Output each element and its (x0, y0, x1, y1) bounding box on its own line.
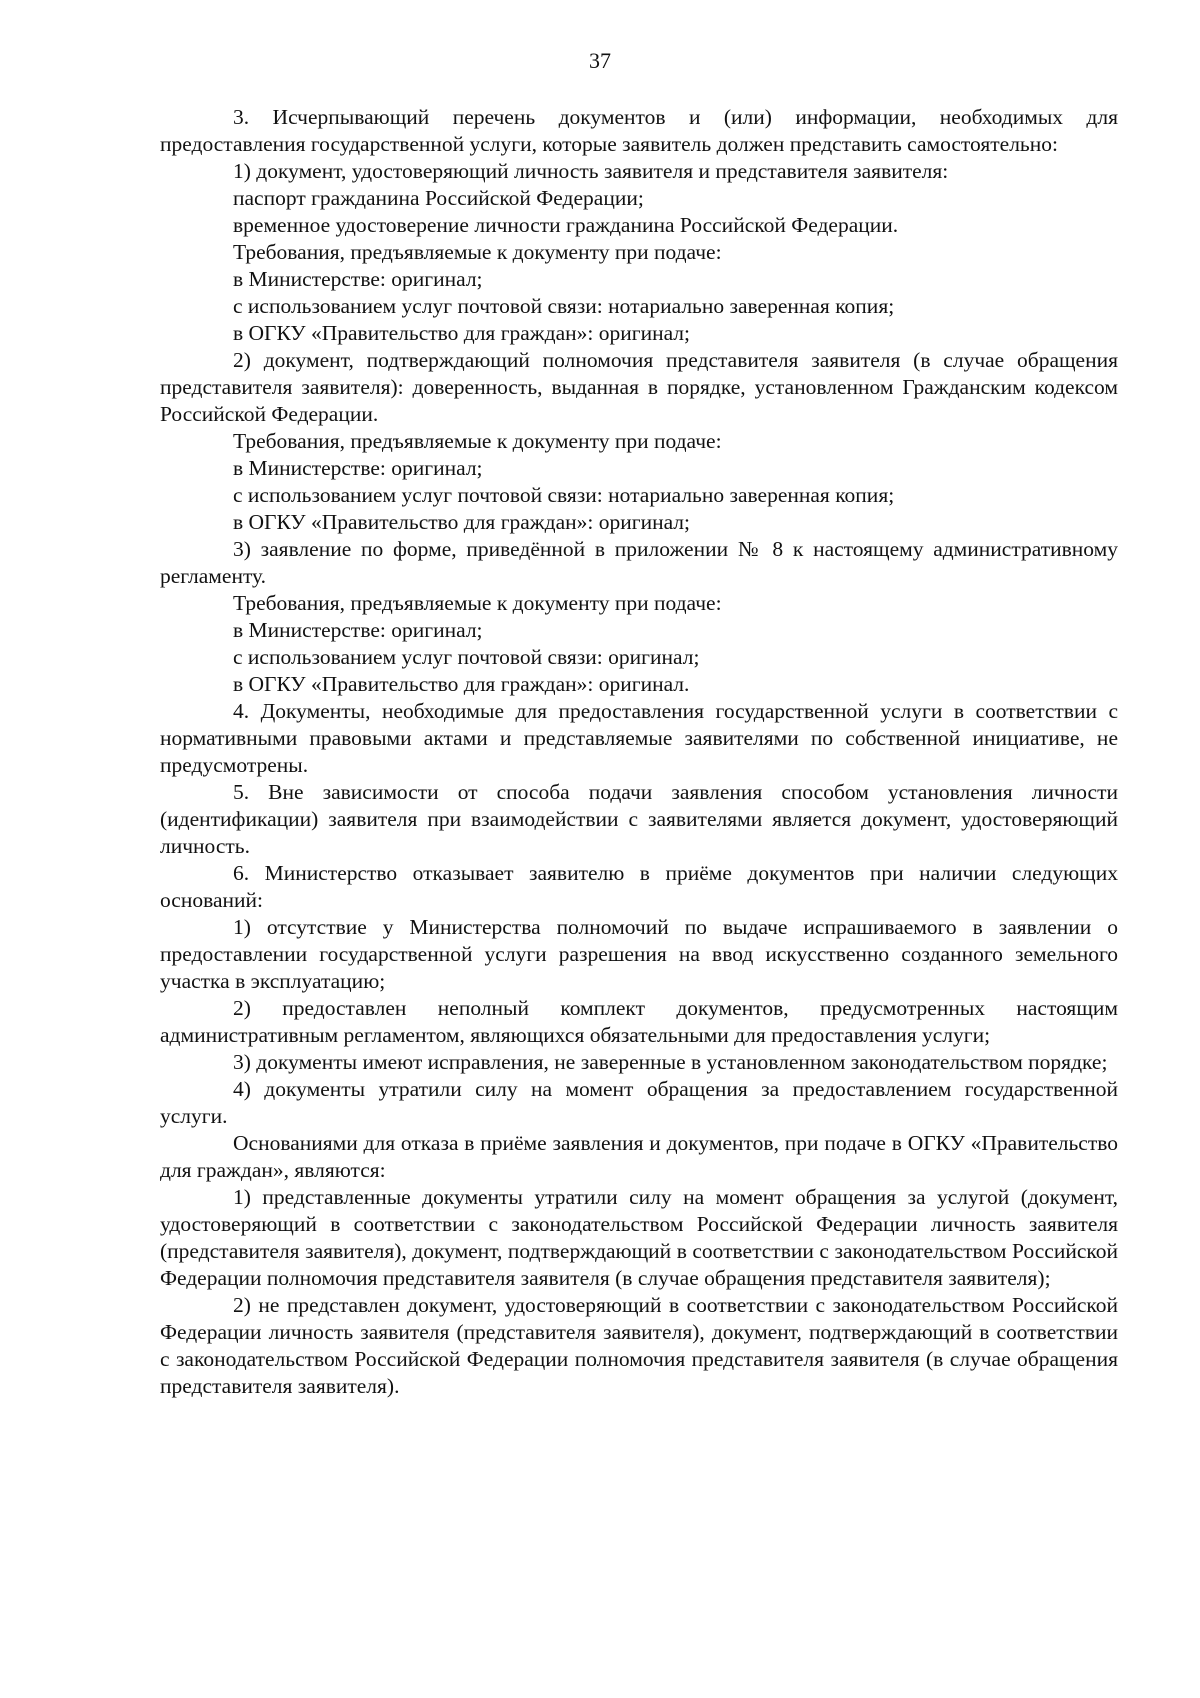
paragraph: 4. Документы, необходимые для предоставления государственной услуги в соответствии с нормативными правовыми актами и представляемые заявителями по собственной инициативе, не предусмотрены. (160, 699, 1118, 777)
paragraph: Требования, предъявляемые к документу при подаче: (233, 429, 722, 453)
paragraph: временное удостоверение личности гражданина Российской Федерации. (233, 213, 899, 237)
paragraph: 3) заявление по форме, приведённой в приложении № 8 к настоящему административному регламенту. (160, 537, 1118, 588)
paragraph: с использованием услуг почтовой связи: нотариально заверенная копия; (233, 294, 895, 318)
paragraph: 3. Исчерпывающий перечень документов и (или) информации, необходимых для предоставления государственной услуги, которые заявитель должен представить самостоятельно: (160, 105, 1118, 156)
paragraph: 1) документ, удостоверяющий личность заявителя и представителя заявителя: (233, 159, 949, 183)
paragraph: с использованием услуг почтовой связи: оригинал; (233, 645, 700, 669)
paragraph: 5. Вне зависимости от способа подачи заявления способом установления личности (идентификации) заявителя при взаимодействии с заявителями является документ, удостоверяющий личность. (160, 780, 1118, 858)
paragraph: в Министерстве: оригинал; (233, 267, 483, 291)
paragraph: с использованием услуг почтовой связи: нотариально заверенная копия; (233, 483, 895, 507)
paragraph: 4) документы утратили силу на момент обращения за предоставлением государственной услуги. (160, 1077, 1118, 1128)
paragraph: в Министерстве: оригинал; (233, 618, 483, 642)
paragraph: 6. Министерство отказывает заявителю в приёме документов при наличии следующих оснований: (160, 861, 1118, 912)
paragraph: 2) не представлен документ, удостоверяющий в соответствии с законодательством Российской Федерации личность заявителя (представителя заявителя), документ, подтверждающий в соответствии с законодательством Российской Федерации полномочия представителя заявителя (в случае обращения представителя заявителя). (160, 1293, 1118, 1398)
paragraph: паспорт гражданина Российской Федерации; (233, 186, 644, 210)
paragraph: Основаниями для отказа в приёме заявления и документов, при подаче в ОГКУ «Правительство для граждан», являются: (160, 1131, 1118, 1182)
paragraph: в ОГКУ «Правительство для граждан»: оригинал; (233, 321, 691, 345)
paragraph: в ОГКУ «Правительство для граждан»: оригинал. (233, 672, 690, 696)
paragraph: 1) представленные документы утратили силу на момент обращения за услугой (документ, удостоверяющий в соответствии с законодательством Российской Федерации личность заявителя (представителя заявителя), документ, подтверждающий в соответствии с законодательством Российской Федерации полномочия представителя заявителя (в случае обращения представителя заявителя); (160, 1185, 1118, 1290)
paragraph: в ОГКУ «Правительство для граждан»: оригинал; (233, 510, 691, 534)
paragraph: Требования, предъявляемые к документу при подаче: (233, 240, 722, 264)
paragraph: Требования, предъявляемые к документу при подаче: (233, 591, 722, 615)
paragraph: 2) предоставлен неполный комплект документов, предусмотренных настоящим административным регламентом, являющихся обязательными для предоставления услуги; (160, 996, 1118, 1047)
paragraph: 3) документы имеют исправления, не заверенные в установленном законодательством порядке; (233, 1050, 1108, 1074)
paragraph: 2) документ, подтверждающий полномочия представителя заявителя (в случае обращения представителя заявителя): доверенность, выданная в порядке, установленном Гражданским кодексом Российской Федерации. (160, 348, 1118, 426)
page-number: 37 (589, 48, 611, 73)
paragraph: в Министерстве: оригинал; (233, 456, 483, 480)
document-body (160, 104, 1118, 1400)
paragraph: 1) отсутствие у Министерства полномочий по выдаче испрашиваемого в заявлении о предоставлении государственной услуги разрешения на ввод искусственно созданного земельного участка в эксплуатацию; (160, 915, 1118, 993)
